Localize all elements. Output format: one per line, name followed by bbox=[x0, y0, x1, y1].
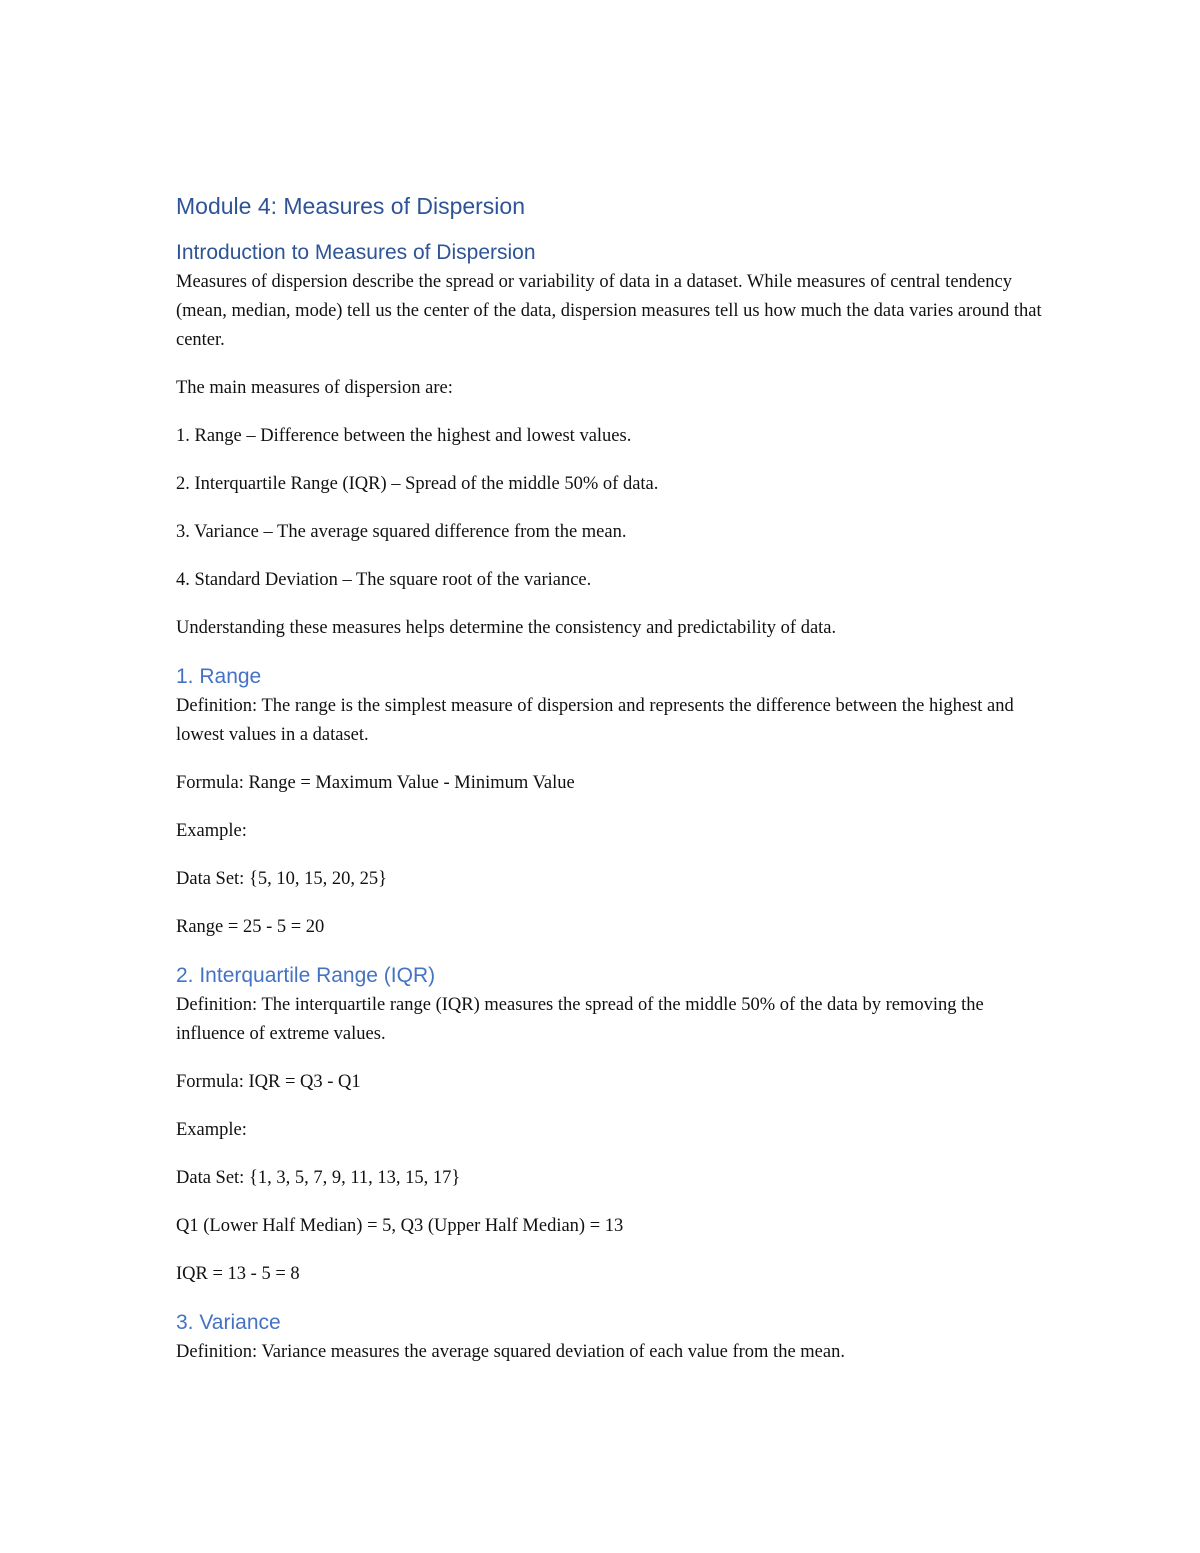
document-page bbox=[176, 190, 1056, 1386]
range-formula: Formula: Range = Maximum Value - Minimum Value bbox=[176, 773, 575, 793]
range-example-label: Example: bbox=[176, 821, 247, 841]
iqr-formula: Formula: IQR = Q3 - Q1 bbox=[176, 1072, 361, 1092]
iqr-quartiles: Q1 (Lower Half Median) = 5, Q3 (Upper Half Median) = 13 bbox=[176, 1216, 624, 1236]
iqr-section bbox=[176, 961, 1056, 1289]
iqr-example-label: Example: bbox=[176, 1120, 247, 1140]
range-heading: 1. Range bbox=[176, 665, 262, 688]
iqr-data-set: Data Set: {1, 3, 5, 7, 9, 11, 13, 15, 17} bbox=[176, 1168, 461, 1188]
intro-heading: Introduction to Measures of Dispersion bbox=[176, 241, 536, 264]
range-section bbox=[176, 662, 1056, 942]
range-definition: Definition: The range is the simplest measure of dispersion and represents the difference between the highest and lowest values in a dataset. bbox=[176, 696, 1014, 745]
variance-section bbox=[176, 1308, 1056, 1367]
document-title: Module 4: Measures of Dispersion bbox=[176, 193, 525, 219]
intro-closing: Understanding these measures helps determine the consistency and predictability of data. bbox=[176, 618, 837, 638]
iqr-result: IQR = 13 - 5 = 8 bbox=[176, 1264, 300, 1284]
variance-heading: 3. Variance bbox=[176, 1311, 281, 1334]
intro-lead: The main measures of dispersion are: bbox=[176, 378, 453, 398]
list-item-std-dev: 4. Standard Deviation – The square root of the variance. bbox=[176, 570, 592, 590]
list-item-range: 1. Range – Difference between the highest and lowest values. bbox=[176, 426, 632, 446]
intro-paragraph: Measures of dispersion describe the spread or variability of data in a dataset. While measures of central tendency (mean, median, mode) tell us the center of the data, dispersion measures tell us how much the data varies around that center. bbox=[176, 272, 1042, 350]
variance-definition: Definition: Variance measures the average squared deviation of each value from the mean. bbox=[176, 1342, 845, 1362]
iqr-heading: 2. Interquartile Range (IQR) bbox=[176, 964, 436, 987]
range-result: Range = 25 - 5 = 20 bbox=[176, 917, 325, 937]
range-data-set: Data Set: {5, 10, 15, 20, 25} bbox=[176, 869, 387, 889]
iqr-definition: Definition: The interquartile range (IQR) measures the spread of the middle 50% of the data by removing the influence of extreme values. bbox=[176, 995, 984, 1044]
list-item-iqr: 2. Interquartile Range (IQR) – Spread of the middle 50% of data. bbox=[176, 474, 659, 494]
list-item-variance: 3. Variance – The average squared difference from the mean. bbox=[176, 522, 627, 542]
intro-section bbox=[176, 238, 1056, 643]
